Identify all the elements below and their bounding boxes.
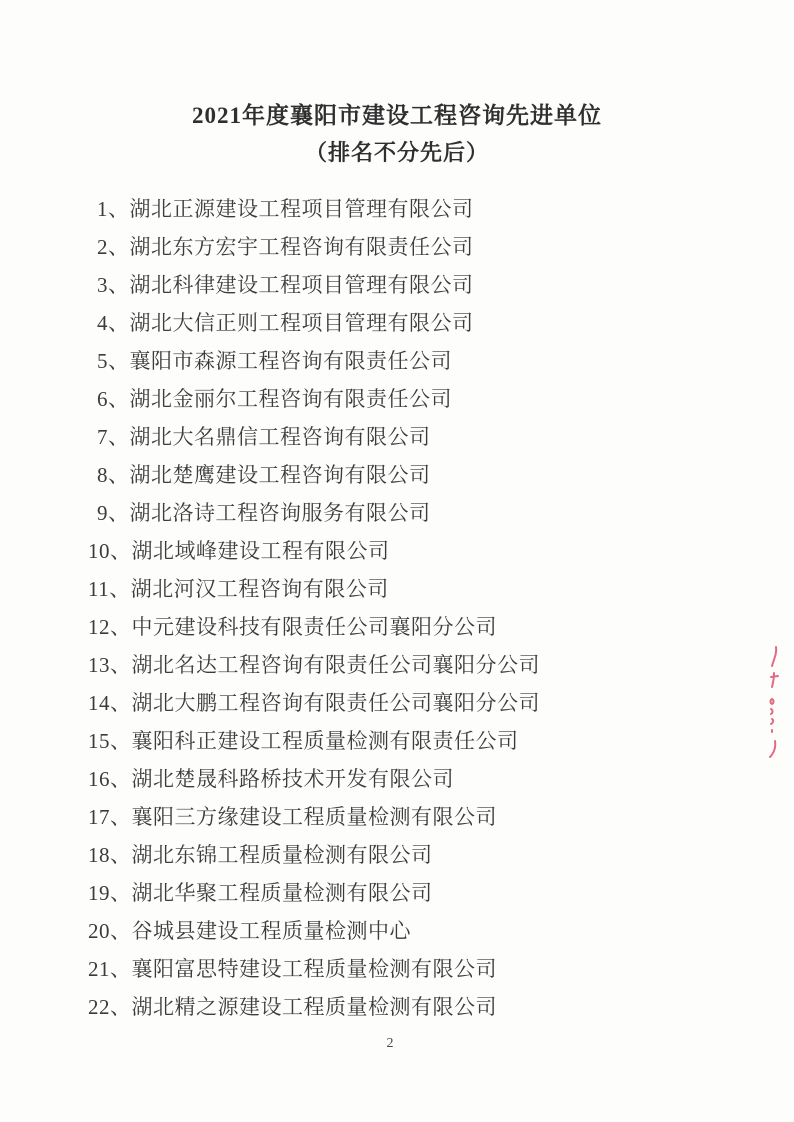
list-item [88, 418, 540, 456]
list-item [88, 228, 540, 266]
company-name: 襄阳市森源工程咨询有限责任公司 [129, 349, 452, 373]
company-name: 湖北大鹏工程咨询有限责任公司襄阳分公司 [131, 691, 540, 715]
list-item [88, 494, 540, 532]
list-item [88, 798, 540, 836]
item-number: 16、 [88, 767, 132, 791]
item-number: 9、 [97, 501, 130, 525]
item-number: 5、 [97, 349, 130, 373]
list-item [88, 988, 540, 1026]
company-name: 湖北科律建设工程项目管理有限公司 [129, 273, 474, 297]
company-name: 湖北楚晟科路桥技术开发有限公司 [131, 767, 454, 791]
company-name: 湖北正源建设工程项目管理有限公司 [129, 197, 474, 221]
list-item [88, 570, 540, 608]
item-number: 7、 [97, 425, 130, 449]
list-item [88, 950, 540, 988]
item-number: 22、 [88, 995, 132, 1019]
item-number: 1、 [97, 197, 130, 221]
red-ink-mark [760, 643, 788, 761]
company-name: 湖北东锦工程质量检测有限公司 [131, 843, 433, 867]
company-name: 谷城县建设工程质量检测中心 [131, 919, 411, 943]
company-name: 湖北名达工程咨询有限责任公司襄阳分公司 [131, 653, 540, 677]
item-number: 20、 [88, 919, 132, 943]
list-item [88, 456, 540, 494]
company-name: 中元建设科技有限责任公司襄阳分公司 [131, 615, 497, 639]
list-item [88, 304, 540, 342]
list-item [88, 684, 540, 722]
item-number: 3、 [97, 273, 130, 297]
company-name: 襄阳富思特建设工程质量检测有限公司 [131, 957, 497, 981]
item-number: 4、 [97, 311, 130, 335]
item-number: 11、 [88, 577, 131, 601]
company-name: 湖北大名鼎信工程咨询有限公司 [129, 425, 431, 449]
list-item [88, 836, 540, 874]
page-subtitle: （排名不分先后） [304, 140, 489, 165]
item-number: 19、 [88, 881, 132, 905]
item-number: 17、 [88, 805, 132, 829]
company-list [88, 190, 540, 1026]
company-name: 湖北东方宏宇工程咨询有限责任公司 [129, 235, 474, 259]
item-number: 8、 [97, 463, 130, 487]
item-number: 15、 [88, 729, 132, 753]
list-item [88, 912, 540, 950]
list-item [88, 722, 540, 760]
item-number: 18、 [88, 843, 132, 867]
item-number: 13、 [88, 653, 132, 677]
company-name: 襄阳三方缘建设工程质量检测有限公司 [131, 805, 497, 829]
list-item [88, 190, 540, 228]
list-item [88, 874, 540, 912]
list-item [88, 342, 540, 380]
list-item [88, 380, 540, 418]
list-item [88, 760, 540, 798]
company-name: 湖北金丽尔工程咨询有限责任公司 [129, 387, 452, 411]
item-number: 6、 [97, 387, 130, 411]
list-item [88, 266, 540, 304]
company-name: 湖北楚鹰建设工程咨询有限公司 [129, 463, 431, 487]
item-number: 10、 [88, 539, 132, 563]
item-number: 2、 [97, 235, 130, 259]
item-number: 14、 [88, 691, 132, 715]
company-name: 襄阳科正建设工程质量检测有限责任公司 [131, 729, 519, 753]
item-number: 12、 [88, 615, 132, 639]
list-item [88, 646, 540, 684]
page-title: 2021年度襄阳市建设工程咨询先进单位 [192, 103, 602, 128]
list-item [88, 608, 540, 646]
list-item [88, 532, 540, 570]
company-name: 湖北华聚工程质量检测有限公司 [131, 881, 433, 905]
company-name: 湖北域峰建设工程有限公司 [131, 539, 390, 563]
company-name: 湖北大信正则工程项目管理有限公司 [129, 311, 474, 335]
item-number: 21、 [88, 957, 132, 981]
company-name: 湖北河汉工程咨询有限公司 [130, 577, 389, 601]
page-number: 2 [386, 1036, 394, 1051]
company-name: 湖北洛诗工程咨询服务有限公司 [129, 501, 431, 525]
company-name: 湖北精之源建设工程质量检测有限公司 [131, 995, 497, 1019]
